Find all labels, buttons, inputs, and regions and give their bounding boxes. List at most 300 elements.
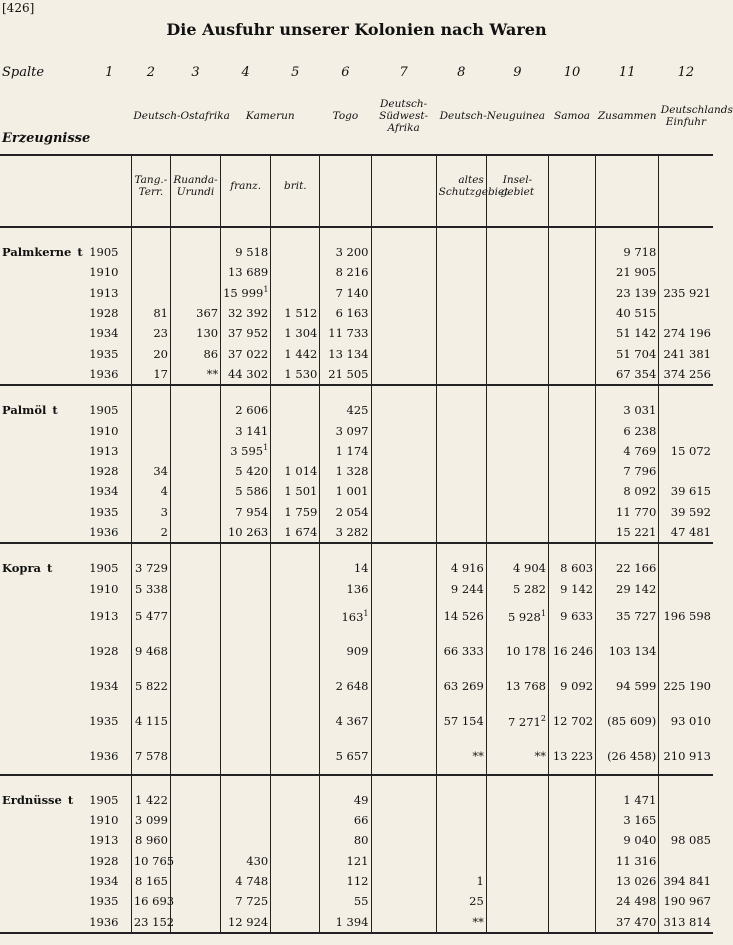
value-cell-c9 (486, 871, 548, 891)
table-row (0, 558, 713, 578)
value-cell-c2 (131, 323, 170, 343)
value-cell-c6 (320, 830, 371, 850)
value-cell-c7 (371, 502, 436, 522)
value-cell-c12 (659, 420, 713, 440)
value: 1 759 (284, 504, 318, 519)
product-cell (0, 502, 87, 522)
value-cell-c7 (371, 441, 436, 461)
value-cell-c11 (596, 283, 659, 303)
value: 8 165 (135, 874, 168, 889)
value-cell-c4 (221, 303, 271, 323)
value: 39 592 (670, 504, 711, 519)
product-cell (0, 303, 87, 323)
value-cell-c5 (271, 851, 320, 871)
value: ** (206, 366, 219, 381)
value-cell-c6 (320, 704, 371, 739)
value-cell-c5 (271, 262, 320, 282)
product-cell (0, 283, 87, 303)
value: 13 223 (552, 749, 594, 764)
value-cell-c2 (131, 262, 170, 282)
value-cell-c3 (170, 502, 220, 522)
value-cell-c8 (436, 461, 486, 481)
value-cell-c6 (320, 481, 371, 501)
value: 103 134 (608, 644, 657, 659)
value: 1 422 (135, 792, 168, 807)
value: 2 648 (335, 679, 369, 694)
value-cell-c12 (659, 303, 713, 323)
value-cell-c4 (221, 704, 271, 739)
value-cell-c5 (271, 599, 320, 634)
value-cell-c8 (436, 283, 486, 303)
value: (85 609) (607, 714, 657, 729)
value-cell-c12 (659, 669, 713, 704)
col-number: 10 (563, 64, 581, 80)
col-number: 12 (677, 64, 695, 80)
value-cell-c7 (371, 558, 436, 578)
value-cell-c12 (659, 364, 713, 385)
value: 11 770 (616, 504, 657, 519)
product-name (0, 242, 87, 262)
value-cell-c9 (486, 810, 548, 830)
value: 67 354 (616, 366, 657, 381)
value-cell-c12 (659, 461, 713, 481)
product-name: Palmöl (2, 403, 47, 418)
value: 313 814 (663, 914, 711, 929)
spalte-label: Spalte (2, 64, 45, 80)
value-cell-c10 (548, 303, 595, 323)
value-cell-c8 (436, 481, 486, 501)
value: 3 595 (230, 444, 264, 459)
value: 37 470 (616, 914, 657, 929)
product-cell (0, 871, 87, 891)
value-cell-c5 (271, 578, 320, 598)
value-cell-c6 (320, 578, 371, 598)
table-row (0, 502, 713, 522)
value: 8 216 (335, 265, 369, 280)
value: 8 603 (560, 561, 594, 576)
value-cell-c5 (271, 810, 320, 830)
value-cell-c2 (131, 400, 170, 420)
page-title: Die Ausfuhr unserer Kolonien nach Waren (166, 20, 547, 39)
year-cell: 1936 (87, 364, 131, 385)
value-cell-c9 (486, 669, 548, 704)
value-cell-c8 (436, 522, 486, 543)
year-cell: 1934 (89, 484, 119, 499)
value-cell-c8 (436, 810, 486, 830)
value: 63 269 (443, 679, 484, 694)
value-cell-c7 (371, 400, 436, 420)
value-cell-c12 (659, 283, 713, 303)
value-cell-c10 (548, 420, 595, 440)
value-cell-c2 (131, 420, 170, 440)
value-cell-c11 (596, 739, 659, 775)
value-cell-c11 (596, 242, 659, 262)
value-cell-c9 (486, 441, 548, 461)
value-cell-c2 (131, 739, 170, 775)
value: 21 905 (616, 265, 657, 280)
value-cell-c11 (596, 830, 659, 850)
value: 1 530 (284, 366, 318, 381)
value: 1 328 (335, 464, 369, 479)
value: 13 026 (616, 874, 657, 889)
value-cell-c11 (596, 558, 659, 578)
value: 3 282 (335, 525, 369, 539)
subheader-franz: franz. (221, 155, 271, 227)
value-cell-c2 (131, 343, 170, 363)
value-cell-c11 (596, 502, 659, 522)
value: 93 010 (670, 714, 711, 729)
value-cell-c6 (320, 400, 371, 420)
value: 34 (153, 464, 168, 479)
value-cell-c12 (659, 912, 713, 933)
value: 15 072 (670, 443, 711, 458)
value-cell-c12 (659, 323, 713, 343)
value-cell-c9 (486, 262, 548, 282)
value-cell-c10 (548, 739, 595, 775)
value: 9 244 (450, 581, 484, 596)
value-cell-c9 (486, 303, 548, 323)
value-cell-c3 (170, 242, 220, 262)
value: 374 256 (663, 366, 711, 381)
header-neuguinea: Deutsch-Neuguinea (436, 86, 548, 155)
value-cell-c9 (486, 634, 548, 669)
value-cell-c10 (548, 283, 595, 303)
value-cell-c6 (320, 851, 371, 871)
product-cell (0, 912, 87, 933)
col-number: 2 (146, 64, 156, 80)
value-cell-c12 (659, 704, 713, 739)
value-cell-c4 (221, 441, 271, 461)
value-cell-c8 (436, 830, 486, 850)
value: 1 001 (335, 484, 369, 499)
value: 51 704 (616, 346, 657, 361)
value-cell-c5 (271, 283, 320, 303)
value: 9 518 (235, 245, 269, 260)
product-cell (0, 891, 87, 911)
value: 9 718 (623, 245, 657, 260)
table-row (0, 851, 713, 871)
value-cell-c3 (170, 558, 220, 578)
table-row (0, 578, 713, 598)
value: 47 481 (670, 525, 711, 539)
table-row (0, 323, 713, 343)
value: 430 (246, 853, 269, 868)
year-cell: 1913 (89, 833, 119, 848)
value-cell-c8 (436, 739, 486, 775)
value-cell-c10 (548, 461, 595, 481)
export-table (0, 58, 733, 934)
value: 2 (160, 525, 168, 539)
value: 9 040 (623, 833, 657, 848)
value-cell-c10 (548, 790, 595, 810)
value: 7 796 (623, 464, 657, 479)
value-cell-c6 (320, 599, 371, 634)
value-cell-c12 (659, 599, 713, 634)
year-cell: 1928 (89, 853, 119, 868)
value-cell-c5 (271, 739, 320, 775)
value-cell-c7 (371, 303, 436, 323)
value-cell-c5 (271, 558, 320, 578)
header-togo: Togo (320, 86, 371, 155)
col-number: 4 (241, 64, 250, 80)
subheader-altes: altes Schutzgebiet (436, 155, 486, 227)
value: 39 615 (670, 484, 711, 499)
value-cell-c6 (320, 810, 371, 830)
value-cell-c5 (271, 420, 320, 440)
value-cell-c3 (170, 871, 220, 891)
value-cell-c11 (596, 891, 659, 911)
value: 190 967 (663, 894, 711, 909)
value-cell-c10 (548, 810, 595, 830)
value-cell-c6 (320, 323, 371, 343)
table-row (0, 790, 713, 810)
value-cell-c2 (131, 871, 170, 891)
product-name: Palmkerne (2, 245, 72, 260)
value-cell-c8 (436, 364, 486, 385)
value-cell-c7 (371, 420, 436, 440)
product-cell (0, 634, 87, 669)
value-cell-c10 (548, 578, 595, 598)
product-unit: t (67, 792, 74, 807)
value-cell-c9 (486, 522, 548, 543)
value-cell-c8 (436, 634, 486, 669)
value-cell-c9 (486, 242, 548, 262)
value-cell-c2 (131, 578, 170, 598)
year-cell: 1910 (89, 423, 119, 438)
value: 14 (353, 561, 369, 576)
value: 23 139 (616, 285, 657, 300)
value-cell-c5 (271, 323, 320, 343)
value: 37 952 (227, 326, 269, 341)
value: 11 316 (616, 853, 657, 868)
value: 5 657 (335, 749, 369, 764)
value-cell-c4 (221, 461, 271, 481)
value-cell-c9 (486, 912, 548, 933)
year-cell: 1905 (89, 561, 119, 576)
value: 112 (346, 874, 369, 889)
value-cell-c9 (486, 558, 548, 578)
col-number: 3 (191, 64, 200, 80)
value-cell-c5 (271, 441, 320, 461)
product-name: Kopra (2, 561, 41, 576)
table-row (0, 364, 713, 385)
value-cell-c5 (271, 364, 320, 385)
value-cell-c2 (131, 461, 170, 481)
value-cell-c8 (436, 891, 486, 911)
value-cell-c6 (320, 502, 371, 522)
table-row (0, 704, 713, 739)
value-cell-c8 (436, 558, 486, 578)
product-name (0, 790, 87, 810)
table-row (0, 262, 713, 282)
value: 7 271 (507, 714, 541, 729)
value-cell-c10 (548, 343, 595, 363)
value-cell-c10 (548, 912, 595, 933)
value-cell-c7 (371, 364, 436, 385)
value-cell-c9 (486, 400, 548, 420)
value: 3 (160, 504, 168, 519)
value: 2 054 (335, 504, 369, 519)
header-kamerun: Kamerun (221, 86, 320, 155)
value-cell-c9 (486, 283, 548, 303)
year-cell: 1905 (89, 792, 119, 807)
value-cell-c7 (371, 262, 436, 282)
value-cell-c3 (170, 669, 220, 704)
value: ** (534, 749, 546, 764)
value-cell-c3 (170, 303, 220, 323)
year-cell: 1910 (89, 813, 119, 828)
value: 51 142 (616, 326, 657, 341)
value-cell-c9 (486, 364, 548, 385)
value-cell-c3 (170, 891, 220, 911)
value-cell-c6 (320, 364, 371, 385)
value-cell-c10 (548, 242, 595, 262)
value: 7 725 (235, 894, 269, 909)
col-number: 9 (513, 64, 522, 80)
value-cell-c7 (371, 634, 436, 669)
value: 5 338 (135, 581, 168, 596)
value: 10 178 (505, 644, 546, 659)
value-cell-c8 (436, 262, 486, 282)
product-cell (0, 461, 87, 481)
col-number: 1 (105, 64, 114, 80)
value-cell-c11 (596, 522, 659, 543)
value: 32 392 (227, 306, 269, 321)
year-cell: 1928 (89, 644, 119, 659)
value: 4 769 (623, 443, 657, 458)
table-row (0, 420, 713, 440)
table-row (0, 634, 713, 669)
value-cell-c8 (436, 704, 486, 739)
value-cell-c9 (486, 420, 548, 440)
value-cell-c12 (659, 578, 713, 598)
value: 1 (476, 874, 484, 889)
value-cell-c4 (221, 283, 271, 303)
value: 10 263 (227, 525, 269, 539)
value-cell-c10 (548, 599, 595, 634)
value-cell-c9 (486, 704, 548, 739)
value-cell-c6 (320, 634, 371, 669)
product-name (0, 400, 87, 420)
value: 1 304 (284, 326, 318, 341)
value-cell-c8 (436, 790, 486, 810)
value-cell-c2 (131, 891, 175, 911)
value: 10 765 (133, 853, 175, 868)
value: 22 166 (616, 561, 657, 576)
value: ** (472, 749, 484, 764)
value: 11 733 (328, 326, 369, 341)
value-cell-c9 (486, 851, 548, 871)
value-cell-c7 (371, 790, 436, 810)
value: 15 999 (223, 286, 264, 301)
value-cell-c10 (548, 871, 595, 891)
value: 20 (153, 346, 168, 361)
value-cell-c4 (221, 502, 271, 522)
footnote-mark: 1 (263, 443, 269, 453)
value-cell-c2 (131, 790, 170, 810)
value: 16 246 (552, 644, 594, 659)
value-cell-c4 (221, 242, 271, 262)
product-cell (0, 522, 87, 543)
value: 16 693 (133, 894, 175, 909)
value: 4 (160, 484, 168, 499)
value-cell-c4 (221, 891, 271, 911)
table-row (0, 283, 713, 303)
value-cell-c11 (596, 364, 659, 385)
value-cell-c11 (596, 871, 659, 891)
value: 94 599 (616, 679, 657, 694)
value: 3 200 (335, 245, 369, 260)
value-cell-c6 (320, 303, 371, 323)
value: 3 729 (135, 561, 168, 576)
value: 57 154 (443, 714, 484, 729)
value-cell-c12 (659, 242, 713, 262)
value-cell-c3 (170, 599, 220, 634)
table-row (0, 481, 713, 501)
value: 15 221 (616, 525, 657, 539)
value-cell-c6 (320, 912, 371, 933)
value: 210 913 (663, 749, 711, 764)
value-cell-c5 (271, 481, 320, 501)
footnote-mark: 1 (363, 608, 369, 618)
value-cell-c6 (320, 522, 371, 543)
value-cell-c11 (596, 481, 659, 501)
header-row (0, 86, 713, 155)
value-cell-c12 (659, 810, 713, 830)
value: 21 505 (328, 366, 369, 381)
value-cell-c7 (371, 283, 436, 303)
value-cell-c7 (371, 242, 436, 262)
value-cell-c7 (371, 343, 436, 363)
value-cell-c9 (486, 830, 548, 850)
table-row (0, 599, 713, 634)
year-cell: 1905 (89, 245, 119, 260)
value-cell-c8 (436, 441, 486, 461)
value-cell-c3 (170, 739, 220, 775)
year-cell: 1934 (89, 679, 119, 694)
value-cell-c5 (271, 343, 320, 363)
col-number: 11 (618, 64, 636, 80)
value-cell-c2 (131, 283, 170, 303)
product-cell (0, 364, 87, 385)
year-cell: 1935 (89, 894, 119, 909)
table-row (0, 669, 713, 704)
value-cell-c2 (131, 810, 170, 830)
value: 23 152 (133, 914, 175, 929)
table-row (0, 912, 713, 933)
product-cell (0, 262, 87, 282)
value-cell-c11 (596, 441, 659, 461)
table-row (0, 441, 713, 461)
value: 35 727 (616, 609, 657, 624)
value-cell-c9 (486, 599, 548, 634)
value-cell-c5 (271, 242, 320, 262)
table-row (0, 871, 713, 891)
value-cell-c5 (271, 303, 320, 323)
value-cell-c12 (659, 851, 713, 871)
page-number: [426] (2, 1, 35, 15)
table-row (0, 400, 713, 420)
subheader-insel: Insel-gebiet (486, 155, 548, 227)
table-row (0, 891, 713, 911)
value-cell-c11 (596, 461, 659, 481)
product-cell (0, 481, 87, 501)
value: 29 142 (616, 581, 657, 596)
table-row (0, 522, 713, 543)
value: 394 841 (663, 874, 711, 889)
value-cell-c4 (221, 578, 271, 598)
value-cell-c11 (596, 851, 659, 871)
